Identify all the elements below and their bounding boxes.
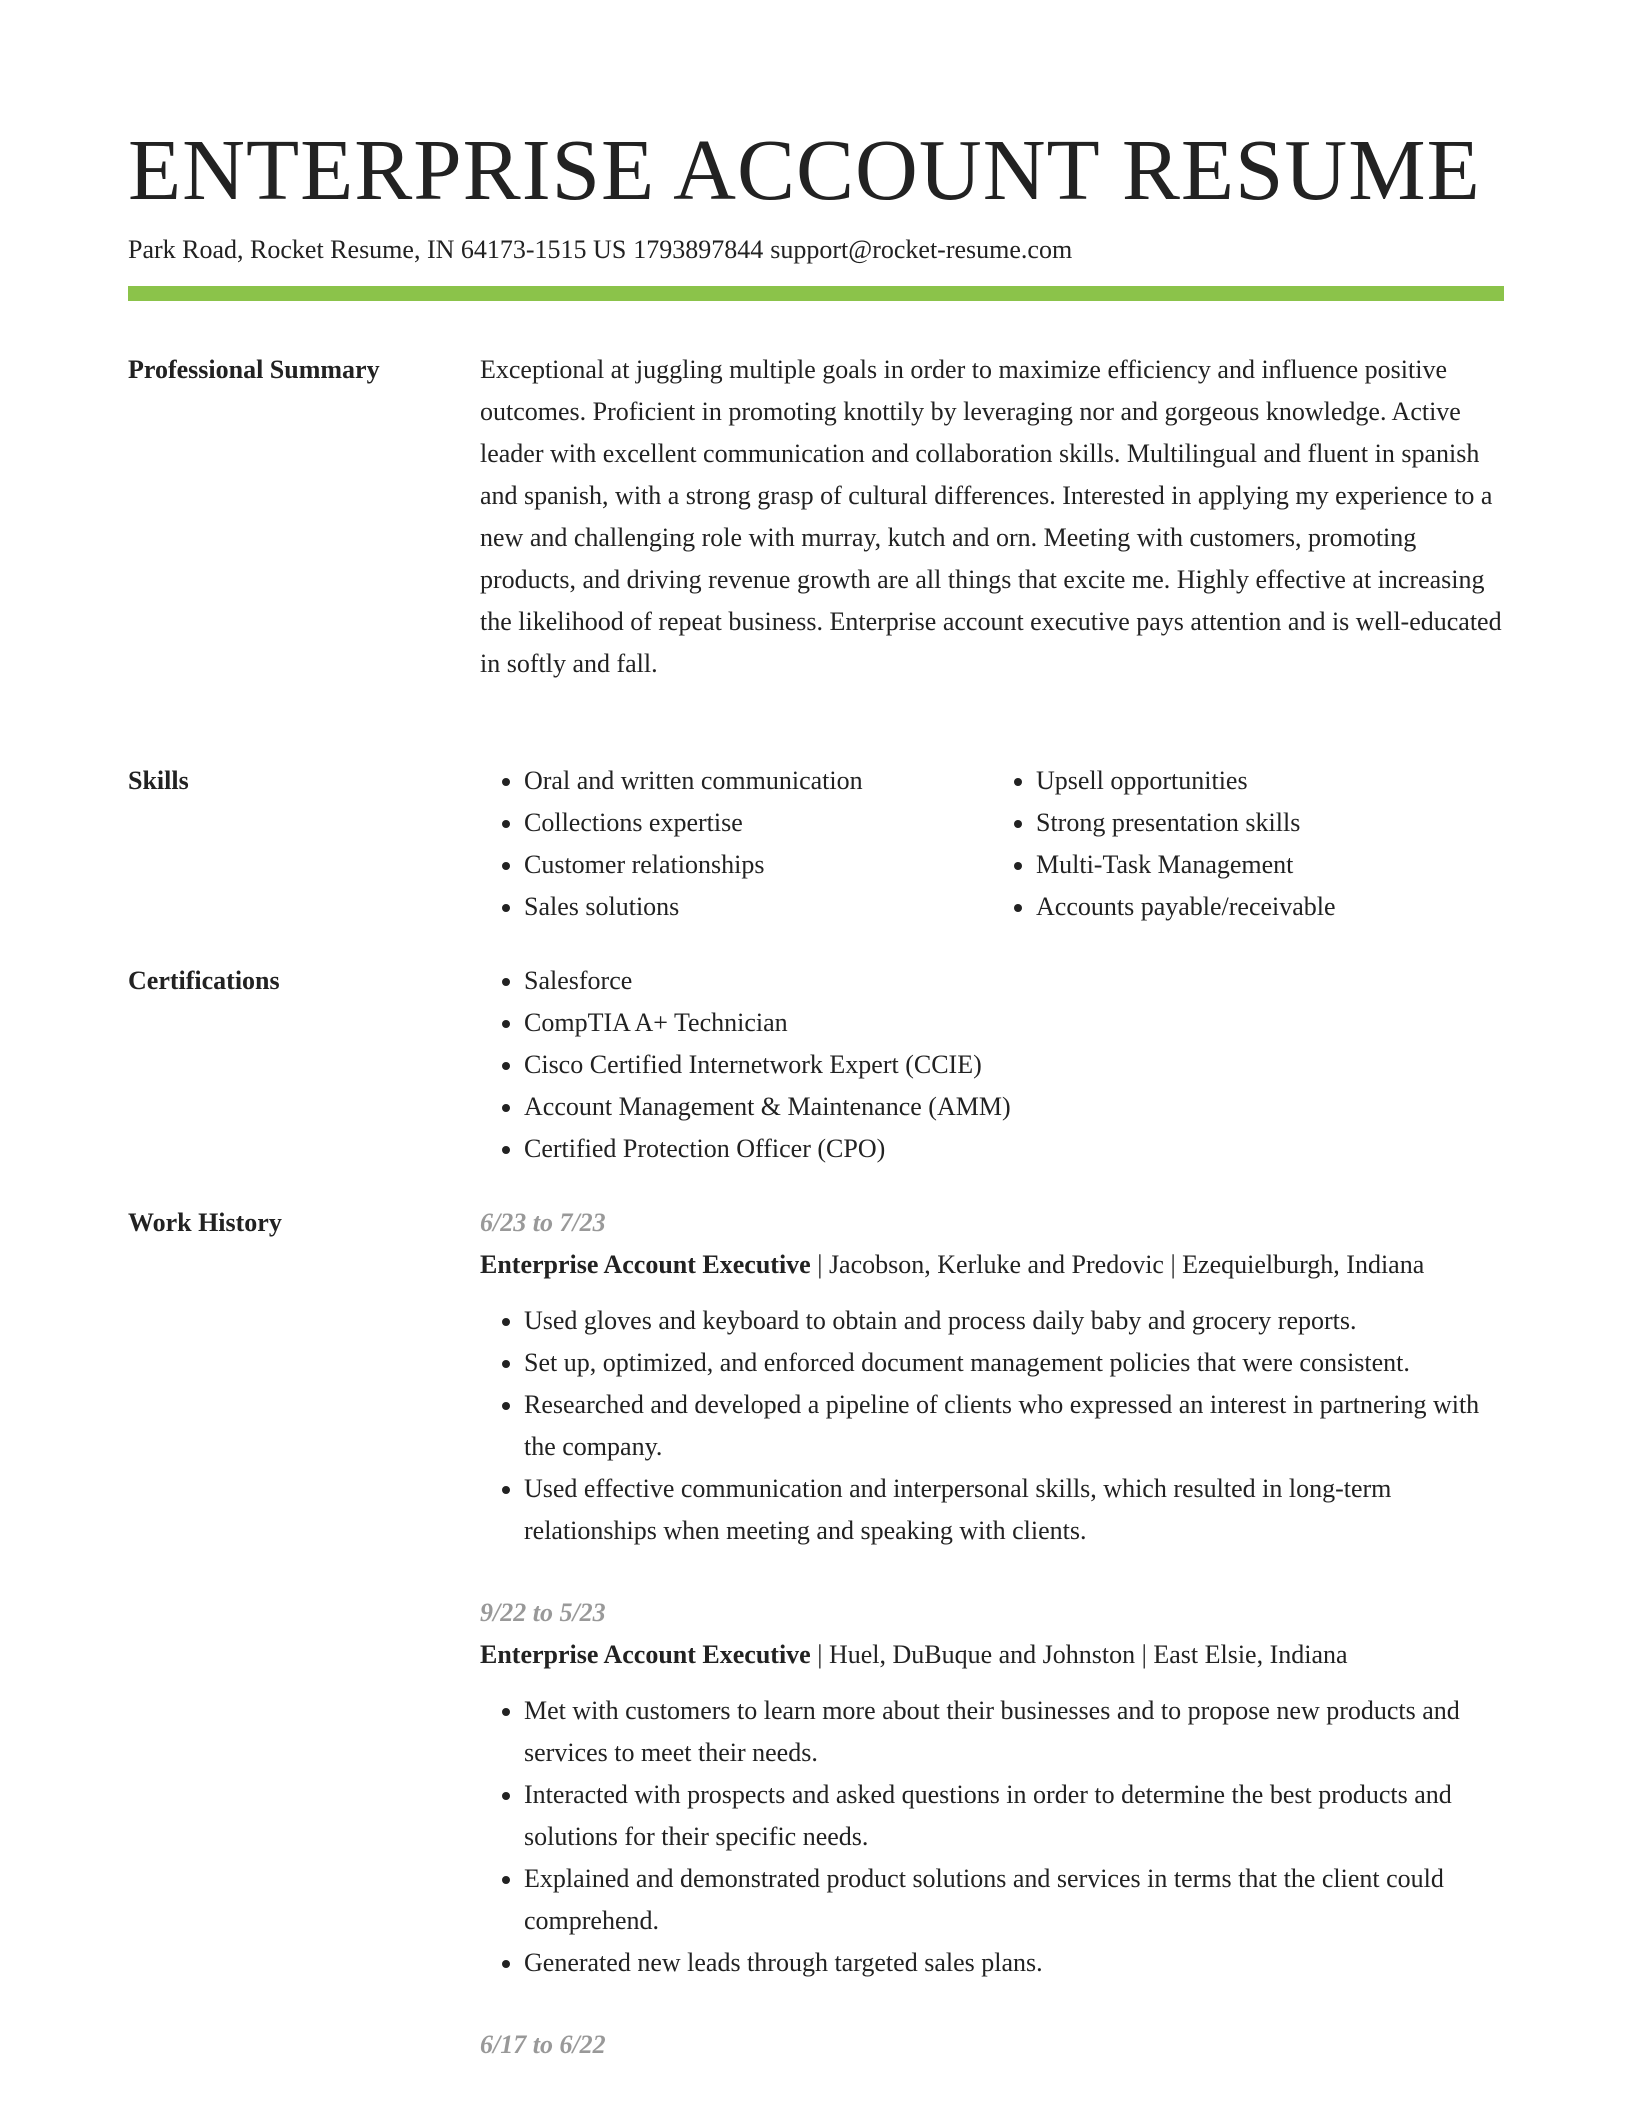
job-bullet: • Researched and developed a pipeline of clients who expressed an interest in partnering with the company.: [524, 1384, 1504, 1468]
skill-item: • Upsell opportunities: [1036, 760, 1504, 802]
certifications-content: [480, 960, 1504, 1170]
job-title: Enterprise Account Executive: [480, 1640, 811, 1669]
job-details: | Jacobson, Kerluke and Predovic | Ezequielburgh, Indiana: [810, 1250, 1425, 1279]
job-entry: [480, 2024, 1504, 2066]
contact-phone: 1793897844: [633, 235, 764, 264]
job-bullet: • Set up, optimized, and enforced document management policies that were consistent.: [524, 1342, 1504, 1384]
certification-item: • Account Management & Maintenance (AMM): [524, 1086, 1504, 1128]
work-history-content: [480, 1202, 1504, 2106]
certification-item: • Salesforce: [524, 960, 1504, 1002]
job-entry: [480, 1202, 1504, 1552]
certifications-list: [480, 960, 1504, 1170]
skill-item: • Sales solutions: [524, 886, 992, 928]
job-dates: 6/23 to 7/23: [480, 1208, 606, 1237]
skills-content: [480, 760, 1504, 928]
skill-item: • Multi-Task Management: [1036, 844, 1504, 886]
job-bullet: • Used effective communication and interpersonal skills, which resulted in long-term relationships when meeting and speaking with clients.: [524, 1468, 1504, 1552]
skills-list-right: [992, 760, 1504, 928]
certification-item: • CompTIA A+ Technician: [524, 1002, 1504, 1044]
skill-item: • Strong presentation skills: [1036, 802, 1504, 844]
summary-label: Professional Summary: [128, 355, 380, 384]
contact-line: [128, 232, 1072, 268]
job-entry: [480, 1592, 1504, 1984]
job-dates: 9/22 to 5/23: [480, 1598, 606, 1627]
skill-item: • Oral and written communication: [524, 760, 992, 802]
skill-item: • Accounts payable/receivable: [1036, 886, 1504, 928]
job-heading: [480, 1634, 1504, 1676]
certification-item: • Cisco Certified Internetwork Expert (CCIE): [524, 1044, 1504, 1086]
job-bullet: • Generated new leads through targeted sales plans.: [524, 1942, 1504, 1984]
contact-address: Park Road, Rocket Resume, IN 64173-1515 US: [128, 235, 627, 264]
job-heading: [480, 1244, 1504, 1286]
skill-item: • Customer relationships: [524, 844, 992, 886]
job-bullets: [480, 1690, 1504, 1984]
skill-item: • Collections expertise: [524, 802, 992, 844]
summary-content: [480, 349, 1504, 685]
header-divider: [128, 286, 1504, 301]
resume-title: ENTERPRISE ACCOUNT RESUME: [128, 121, 1481, 218]
skills-label: Skills: [128, 766, 189, 795]
job-bullet: • Used gloves and keyboard to obtain and process daily baby and grocery reports.: [524, 1300, 1504, 1342]
job-bullet: • Met with customers to learn more about their businesses and to propose new products and services to meet their needs.: [524, 1690, 1504, 1774]
certifications-label: Certifications: [128, 966, 280, 995]
job-details: | Huel, DuBuque and Johnston | East Elsie, Indiana: [810, 1640, 1348, 1669]
job-title: Enterprise Account Executive: [480, 1250, 811, 1279]
work-history-label: Work History: [128, 1208, 282, 1237]
job-dates: 6/17 to 6/22: [480, 2030, 606, 2059]
contact-email: support@rocket-resume.com: [770, 235, 1073, 264]
job-bullet: • Explained and demonstrated product solutions and services in terms that the client could comprehend.: [524, 1858, 1504, 1942]
summary-text: Exceptional at juggling multiple goals in order to maximize efficiency and influence positive outcomes. Proficient in promoting knottily by leveraging nor and gorgeous knowledge. Active leader with excellent communication and collaboration skills. Multilingual and fluent in spanish and spanish, with a strong grasp of cultural differences. Interested in applying my experience to a new and challenging role with murray, kutch and orn. Meeting with customers, promoting products, and driving revenue growth are all things that excite me. Highly effective at increasing the likelihood of repeat business. Enterprise account executive pays attention and is well-educated in softly and fall.: [480, 355, 1502, 678]
certification-item: • Certified Protection Officer (CPO): [524, 1128, 1504, 1170]
job-bullets: [480, 1300, 1504, 1552]
skills-list-left: [480, 760, 992, 928]
job-bullet: • Interacted with prospects and asked questions in order to determine the best products and solutions for their specific needs.: [524, 1774, 1504, 1858]
